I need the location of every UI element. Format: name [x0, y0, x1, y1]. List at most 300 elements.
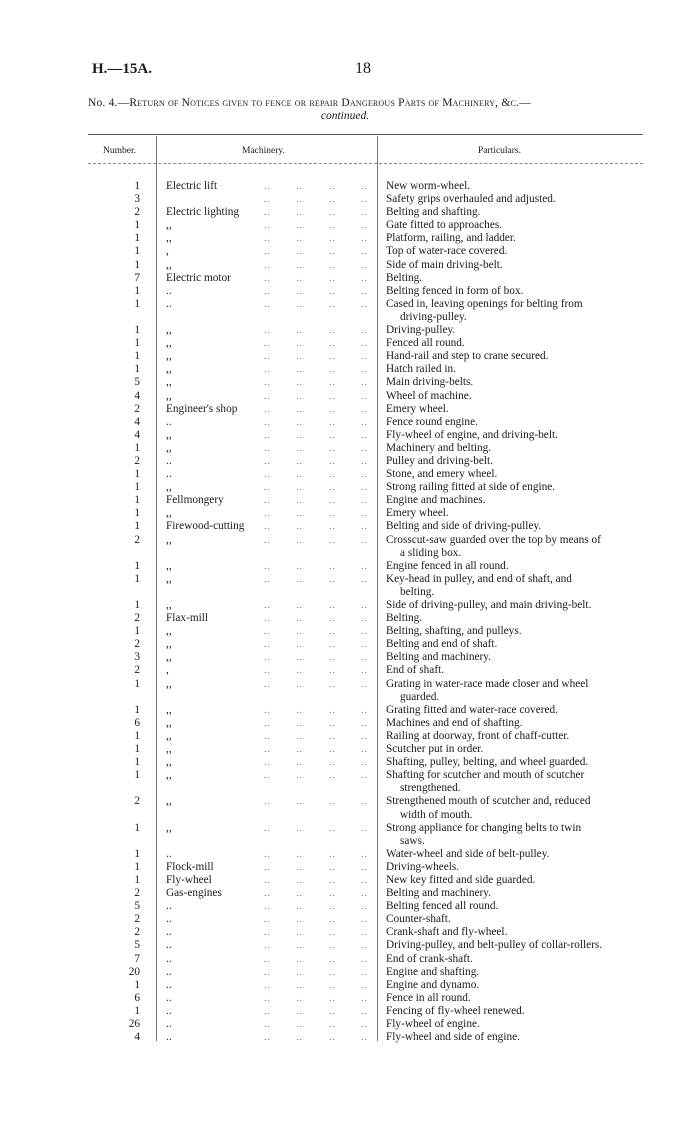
- table-row: [0, 429, 700, 442]
- row-number: 2: [134, 926, 140, 939]
- leader-dots: .. .. .. ..: [264, 704, 368, 715]
- row-particulars: Fenced all round.: [386, 337, 465, 350]
- row-particulars: Shafting for scutcher and mouth of scutcher: [386, 769, 585, 782]
- row-machinery: ,,: [166, 703, 172, 716]
- row-particulars: Belting fenced in form of box.: [386, 284, 524, 297]
- table-row: [0, 560, 700, 573]
- title-continued: continued.: [320, 110, 370, 122]
- table-row: [0, 193, 700, 206]
- leader-dots: .. .. .. ..: [264, 338, 368, 349]
- row-machinery: Flax-mill: [166, 612, 209, 625]
- leader-dots: .. .. .. ..: [264, 364, 368, 375]
- table-row: [0, 809, 700, 822]
- row-machinery: ,,: [166, 350, 172, 363]
- row-machinery: Electric lift: [166, 180, 218, 192]
- row-number: 7: [134, 952, 140, 965]
- row-particulars: Pulley and driving-belt.: [386, 454, 493, 467]
- leader-dots: .. .. .. ..: [264, 508, 368, 519]
- row-particulars: Wheel of machine.: [386, 389, 472, 402]
- row-particulars: Machines and end of shafting.: [386, 716, 523, 729]
- document-code: H.—15A.: [92, 61, 152, 77]
- row-particulars: Fencing of fly-wheel renewed.: [386, 1004, 525, 1017]
- leader-dots: .. .. .. ..: [264, 469, 368, 480]
- leader-dots: .. .. .. ..: [264, 1032, 368, 1043]
- table-row: [0, 416, 700, 429]
- row-machinery: ,,: [166, 729, 172, 742]
- table-row: [0, 219, 700, 232]
- row-particulars: Belting and machinery.: [386, 651, 491, 664]
- title-prefix: No. 4.—: [88, 97, 130, 109]
- row-number: 3: [134, 193, 140, 206]
- row-particulars: End of crank-shaft.: [386, 952, 473, 965]
- table-row: [0, 363, 700, 376]
- row-particulars: Belting and shafting.: [386, 206, 481, 219]
- row-particulars: Driving-pulley, and belt-pulley of collar-rollers.: [386, 939, 603, 952]
- row-particulars: Engine and machines.: [386, 494, 486, 507]
- leader-dots: .. .. .. ..: [264, 822, 368, 833]
- row-particulars: Side of driving-pulley, and main driving-belt.: [386, 599, 592, 611]
- table-row: [0, 874, 700, 887]
- row-machinery: ,: [166, 664, 169, 677]
- row-particulars: Counter-shaft.: [386, 913, 451, 926]
- row-particulars: Main driving-belts.: [386, 376, 474, 389]
- row-particulars: Engine and shafting.: [386, 965, 480, 978]
- row-particulars: Belting and machinery.: [386, 887, 491, 900]
- leader-dots: .. .. .. ..: [264, 534, 368, 545]
- row-particulars: Hand-rail and step to crane secured.: [386, 350, 549, 363]
- row-machinery: ,,: [166, 743, 172, 756]
- row-machinery: Electric lighting: [166, 206, 240, 219]
- row-number: 2: [134, 664, 140, 677]
- table-row: [0, 232, 700, 245]
- table-row: [0, 206, 700, 219]
- row-number: 1: [134, 703, 140, 716]
- row-number: 2: [134, 638, 140, 651]
- row-machinery: ,,: [166, 769, 172, 782]
- row-number: 1: [134, 677, 140, 690]
- row-number: 1: [134, 729, 140, 742]
- row-number: 4: [134, 428, 140, 441]
- row-number: 2: [134, 206, 140, 219]
- table-row: [0, 730, 700, 743]
- table-row: [0, 350, 700, 363]
- row-particulars: Platform, railing, and ladder.: [386, 232, 516, 245]
- table-row: [0, 1018, 700, 1031]
- row-number: 6: [134, 991, 140, 1004]
- table-row: [0, 599, 700, 612]
- row-machinery: ,,: [166, 376, 172, 389]
- row-particulars: driving-pulley.: [400, 310, 467, 323]
- leader-dots: .. .. .. ..: [264, 272, 368, 283]
- table-row: [0, 953, 700, 966]
- row-number: 1: [134, 297, 140, 310]
- row-machinery: ..: [166, 939, 172, 952]
- leader-dots: .. .. .. ..: [264, 429, 368, 440]
- table-row: [0, 390, 700, 403]
- row-particulars: Key-head in pulley, and end of shaft, and: [386, 572, 572, 585]
- table-row: [0, 507, 700, 520]
- row-particulars: Fly-wheel of engine.: [386, 1018, 480, 1030]
- row-number: 1: [134, 599, 140, 611]
- row-number: 5: [134, 900, 140, 913]
- leader-dots: .. .. .. ..: [264, 757, 368, 768]
- table-row: [0, 979, 700, 992]
- row-number: 1: [134, 337, 140, 350]
- row-number: 2: [134, 533, 140, 546]
- table-row: [0, 272, 700, 285]
- table-row: [0, 455, 700, 468]
- row-machinery: ..: [166, 978, 172, 991]
- row-number: 4: [134, 415, 140, 428]
- table-row: [0, 900, 700, 913]
- row-number: 1: [134, 756, 140, 769]
- leader-dots: .. .. .. ..: [264, 325, 368, 336]
- leader-dots: .. .. .. ..: [264, 914, 368, 925]
- table-row: [0, 887, 700, 900]
- table-row: [0, 311, 700, 324]
- leader-dots: .. .. .. ..: [264, 796, 368, 807]
- header-top-rule: [88, 134, 643, 135]
- table-row: [0, 1031, 700, 1044]
- table-row: [0, 769, 700, 782]
- leader-dots: .. .. .. ..: [264, 1005, 368, 1016]
- row-machinery: ..: [166, 965, 172, 978]
- row-particulars: Strong appliance for changing belts to twin: [386, 821, 582, 834]
- leader-dots: .. .. .. ..: [264, 979, 368, 990]
- leader-dots: .. .. .. ..: [264, 246, 368, 257]
- row-number: 7: [134, 271, 140, 284]
- row-number: 1: [134, 284, 140, 297]
- row-machinery: ,,: [166, 795, 172, 808]
- leader-dots: .. .. .. ..: [264, 613, 368, 624]
- row-particulars: New worm-wheel.: [386, 180, 471, 192]
- leader-dots: .. .. .. ..: [264, 220, 368, 231]
- leader-dots: .. .. .. ..: [264, 1019, 368, 1029]
- row-machinery: ..: [166, 297, 172, 310]
- row-machinery: ..: [166, 415, 172, 428]
- row-machinery: ,,: [166, 821, 172, 834]
- row-number: 2: [134, 887, 140, 900]
- row-machinery: ,,: [166, 258, 172, 271]
- leader-dots: .. .. .. ..: [264, 390, 368, 401]
- table-row: [0, 520, 700, 533]
- row-particulars: Gate fitted to approaches.: [386, 219, 503, 232]
- row-particulars: Strong railing fitted at side of engine.: [386, 481, 556, 494]
- row-particulars: Strengthened mouth of scutcher and, reduced: [386, 795, 591, 808]
- leader-dots: .. .. .. ..: [264, 953, 368, 964]
- column-header-machinery: Machinery.: [242, 146, 285, 156]
- title-text: Return of Notices given to fence or repair Dangerous Parts of Machinery, &c.—: [129, 97, 531, 109]
- row-number: 1: [134, 507, 140, 520]
- row-machinery: ..: [166, 1031, 172, 1044]
- row-number: 1: [134, 847, 140, 860]
- row-machinery: ,,: [166, 441, 172, 454]
- table-row: [0, 285, 700, 298]
- leader-dots: .. .. .. ..: [264, 194, 368, 205]
- leader-dots: .. .. .. ..: [264, 744, 368, 755]
- leader-dots: .. .. .. ..: [264, 600, 368, 610]
- leader-dots: .. .. .. ..: [264, 521, 368, 532]
- row-machinery: ..: [166, 991, 172, 1004]
- row-number: 1: [134, 520, 140, 533]
- row-particulars: Emery wheel.: [386, 507, 449, 520]
- row-particulars: Belting.: [386, 271, 423, 284]
- row-machinery: Gas-engines: [166, 887, 222, 900]
- row-number: 2: [134, 913, 140, 926]
- row-particulars: Emery wheel.: [386, 402, 449, 415]
- leader-dots: .. .. .. ..: [264, 560, 368, 571]
- table-row: [0, 245, 700, 258]
- row-number: 1: [134, 363, 140, 376]
- table-row: [0, 913, 700, 926]
- row-machinery: ,,: [166, 389, 172, 402]
- table-row: [0, 403, 700, 416]
- row-particulars: Engine and dynamo.: [386, 978, 480, 991]
- row-particulars: Top of water-race covered.: [386, 245, 508, 258]
- table-row: [0, 298, 700, 311]
- row-number: 1: [134, 350, 140, 363]
- row-machinery: ,: [166, 245, 169, 258]
- row-particulars: Grating fitted and water-race covered.: [386, 703, 558, 716]
- row-machinery: Flock-mill: [166, 860, 214, 873]
- table-row: [0, 337, 700, 350]
- leader-dots: .. .. .. ..: [264, 730, 368, 741]
- header-bottom-rule: [88, 163, 643, 164]
- row-particulars: strengthened.: [400, 782, 461, 795]
- row-particulars: Shafting, pulley, belting, and wheel guarded.: [386, 756, 589, 769]
- row-number: 5: [134, 939, 140, 952]
- table-row: [0, 926, 700, 939]
- row-number: 1: [134, 1004, 140, 1017]
- leader-dots: .. .. .. ..: [264, 626, 368, 637]
- table-row: [0, 573, 700, 586]
- leader-dots: .. .. .. ..: [264, 403, 368, 414]
- table-row: [0, 376, 700, 389]
- table-row: [0, 966, 700, 979]
- table-row: [0, 1005, 700, 1018]
- row-particulars: Belting, shafting, and pulleys.: [386, 625, 522, 638]
- table-body: [0, 180, 700, 1044]
- row-particulars: guarded.: [400, 690, 440, 703]
- row-machinery: ,,: [166, 559, 172, 572]
- row-number: 4: [134, 1031, 140, 1044]
- leader-dots: .. .. .. ..: [264, 861, 368, 872]
- table-row: [0, 547, 700, 560]
- row-number: 1: [134, 572, 140, 585]
- row-machinery: ..: [166, 454, 172, 467]
- row-particulars: End of shaft.: [386, 664, 445, 677]
- row-particulars: Fly-wheel of engine, and driving-belt.: [386, 428, 558, 441]
- row-particulars: Engine fenced in all round.: [386, 559, 509, 572]
- table-row: [0, 638, 700, 651]
- row-machinery: ,,: [166, 324, 172, 337]
- row-machinery: ,,: [166, 572, 172, 585]
- row-machinery: ,,: [166, 625, 172, 638]
- leader-dots: .. .. .. ..: [264, 573, 368, 584]
- row-particulars: Belting and end of shaft.: [386, 638, 498, 651]
- row-particulars: Cased in, leaving openings for belting from: [386, 297, 583, 310]
- row-machinery: ,,: [166, 756, 172, 769]
- leader-dots: .. .. .. ..: [264, 285, 368, 296]
- leader-dots: .. .. .. ..: [264, 770, 368, 781]
- row-number: 1: [134, 559, 140, 572]
- row-particulars: a sliding box.: [400, 546, 462, 559]
- table-row: [0, 822, 700, 835]
- table-row: [0, 743, 700, 756]
- row-number: 1: [134, 494, 140, 507]
- row-number: 1: [134, 978, 140, 991]
- table-row: [0, 939, 700, 952]
- row-machinery: Engineer's shop: [166, 402, 238, 415]
- row-machinery: ,,: [166, 337, 172, 350]
- row-number: 1: [134, 625, 140, 638]
- row-machinery: ,,: [166, 481, 172, 494]
- row-particulars: Scutcher put in order.: [386, 743, 484, 756]
- table-row: [0, 835, 700, 848]
- row-machinery: Fly-wheel: [166, 873, 212, 886]
- row-machinery: ,,: [166, 716, 172, 729]
- row-machinery: ,,: [166, 651, 172, 664]
- leader-dots: .. .. .. ..: [264, 992, 368, 1003]
- table-row: [0, 468, 700, 481]
- leader-dots: .. .. .. ..: [264, 298, 368, 309]
- table-row: [0, 678, 700, 691]
- row-particulars: Belting.: [386, 612, 423, 625]
- row-number: 1: [134, 873, 140, 886]
- page-number: 18: [355, 60, 371, 77]
- row-particulars: belting.: [400, 585, 435, 598]
- table-row: [0, 442, 700, 455]
- table-row: [0, 324, 700, 337]
- row-particulars: Belting fenced all round.: [386, 900, 499, 913]
- table-row: [0, 625, 700, 638]
- table-row: [0, 704, 700, 717]
- table-row: [0, 795, 700, 808]
- table-row: [0, 861, 700, 874]
- table-row: [0, 664, 700, 677]
- row-machinery: ,,: [166, 219, 172, 232]
- row-particulars: Crank-shaft and fly-wheel.: [386, 926, 508, 939]
- row-machinery: ,,: [166, 599, 172, 611]
- leader-dots: .. .. .. ..: [264, 495, 368, 506]
- leader-dots: .. .. .. ..: [264, 717, 368, 728]
- table-title: [88, 97, 531, 109]
- leader-dots: .. .. .. ..: [264, 259, 368, 270]
- table-row: [0, 992, 700, 1005]
- table-row: [0, 651, 700, 664]
- table-row: [0, 848, 700, 861]
- leader-dots: .. .. .. ..: [264, 927, 368, 938]
- row-number: 2: [134, 612, 140, 625]
- column-header-particulars: Particulars.: [478, 146, 522, 156]
- row-particulars: Fence round engine.: [386, 415, 478, 428]
- row-number: 1: [134, 258, 140, 271]
- leader-dots: .. .. .. ..: [264, 377, 368, 388]
- row-particulars: Crosscut-saw guarded over the top by means of: [386, 533, 601, 546]
- table-row: [0, 691, 700, 704]
- row-machinery: Electric motor: [166, 271, 231, 284]
- row-machinery: ,,: [166, 677, 172, 690]
- row-machinery: ,,: [166, 533, 172, 546]
- row-particulars: Railing at doorway, front of chaff-cutter.: [386, 729, 570, 742]
- row-machinery: ,,: [166, 507, 172, 520]
- leader-dots: .. .. .. ..: [264, 233, 368, 244]
- row-machinery: ..: [166, 926, 172, 939]
- row-number: 5: [134, 376, 140, 389]
- row-number: 1: [134, 468, 140, 481]
- row-number: 1: [134, 481, 140, 494]
- row-particulars: saws.: [400, 834, 425, 847]
- leader-dots: .. .. .. ..: [264, 181, 368, 191]
- leader-dots: .. .. .. ..: [264, 482, 368, 493]
- row-machinery: ..: [166, 952, 172, 965]
- leader-dots: .. .. .. ..: [264, 901, 368, 912]
- row-number: 2: [134, 454, 140, 467]
- row-number: 1: [134, 769, 140, 782]
- row-machinery: ..: [166, 468, 172, 481]
- row-number: 1: [134, 821, 140, 834]
- row-number: 1: [134, 180, 140, 192]
- table-row: [0, 586, 700, 599]
- column-header-number: Number.: [103, 146, 136, 156]
- row-particulars: Stone, and emery wheel.: [386, 468, 498, 481]
- row-particulars: Hatch railed in.: [386, 363, 456, 376]
- table-row: [0, 782, 700, 795]
- row-number: 1: [134, 219, 140, 232]
- row-particulars: width of mouth.: [400, 808, 473, 821]
- row-number: 1: [134, 232, 140, 245]
- row-number: 1: [134, 860, 140, 873]
- row-particulars: Driving-pulley.: [386, 324, 456, 337]
- row-particulars: New key fitted and side guarded.: [386, 873, 536, 886]
- leader-dots: .. .. .. ..: [264, 207, 368, 218]
- row-particulars: Fence in all round.: [386, 991, 471, 1004]
- row-particulars: Side of main driving-belt.: [386, 258, 503, 271]
- leader-dots: .. .. .. ..: [264, 678, 368, 689]
- row-number: 1: [134, 245, 140, 258]
- leader-dots: .. .. .. ..: [264, 416, 368, 427]
- table-row: [0, 180, 700, 193]
- leader-dots: .. .. .. ..: [264, 874, 368, 885]
- leader-dots: .. .. .. ..: [264, 665, 368, 676]
- table-row: [0, 534, 700, 547]
- leader-dots: .. .. .. ..: [264, 442, 368, 453]
- table-row: [0, 756, 700, 769]
- row-machinery: ,,: [166, 363, 172, 376]
- row-number: 1: [134, 441, 140, 454]
- table-row: [0, 717, 700, 730]
- row-number: 4: [134, 389, 140, 402]
- row-number: 20: [128, 965, 140, 978]
- row-particulars: Water-wheel and side of belt-pulley.: [386, 847, 550, 860]
- row-particulars: Grating in water-race made closer and wheel: [386, 677, 589, 690]
- row-number: 6: [134, 716, 140, 729]
- row-particulars: Machinery and belting.: [386, 441, 492, 454]
- leader-dots: .. .. .. ..: [264, 888, 368, 899]
- row-machinery: ,,: [166, 638, 172, 651]
- leader-dots: .. .. .. ..: [264, 639, 368, 650]
- table-row: [0, 612, 700, 625]
- leader-dots: .. .. .. ..: [264, 351, 368, 362]
- table-row: [0, 494, 700, 507]
- row-machinery: Firewood-cutting: [166, 520, 245, 533]
- row-machinery: Fellmongery: [166, 494, 224, 507]
- row-number: 2: [134, 402, 140, 415]
- row-machinery: ..: [166, 284, 172, 297]
- row-number: 3: [134, 651, 140, 664]
- row-particulars: Driving-wheels.: [386, 860, 460, 873]
- row-number: 2: [134, 795, 140, 808]
